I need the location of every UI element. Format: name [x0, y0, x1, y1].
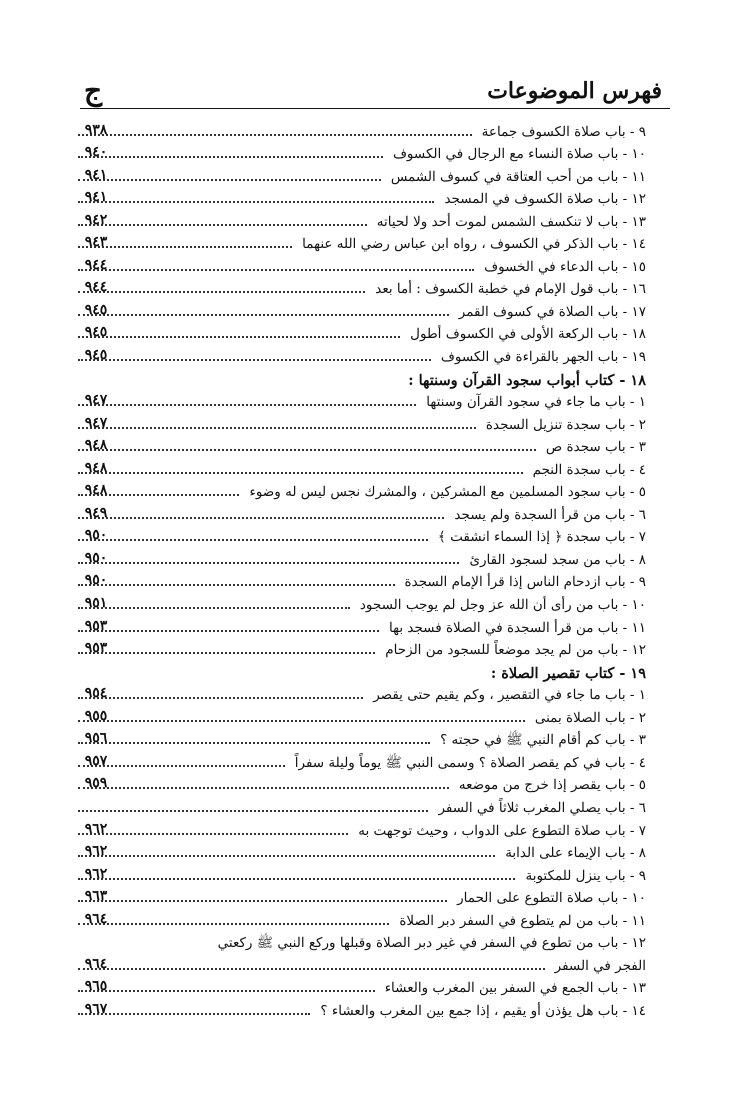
toc-page-number: ٩٦٧: [84, 1000, 108, 1017]
dot-leader: [78, 539, 428, 541]
toc-page-number: ٩٥٣: [84, 640, 108, 657]
toc-entry-title: ٥ - باب يقصر إذا خرج من موضعه: [458, 777, 646, 794]
toc-page-number: ٩٤٩: [84, 504, 108, 521]
toc-page-number: ٩٥٧: [84, 752, 108, 769]
toc-page-number: ٩٦٢: [84, 843, 108, 860]
toc-page-number: ٩٥٥: [84, 707, 108, 724]
dot-leader: [78, 742, 430, 744]
toc-entry: [72, 817, 646, 840]
toc-entry: [72, 614, 646, 637]
toc-page-number: ٩٥٠: [84, 549, 108, 566]
page-title: فهرس الموضوعات: [487, 78, 662, 104]
dot-leader: [78, 630, 379, 632]
toc-page-number: ٩٦٤: [84, 910, 108, 927]
toc-entry-title: ٦ - باب من قرأ السجدة ولم يسجد: [454, 506, 646, 523]
dot-leader: [78, 562, 459, 564]
toc-page-number: ٩٤٨: [84, 437, 108, 454]
dot-leader: [78, 427, 476, 429]
toc-entry: [72, 794, 646, 817]
toc-entry: [72, 186, 646, 209]
dot-leader: [78, 923, 389, 925]
dot-leader: [78, 697, 363, 699]
dot-leader: [78, 900, 447, 902]
toc-entry-title: ١١ - باب من لم يتطوع في السفر دبر الصلاة: [399, 912, 646, 929]
dot-leader: [78, 224, 367, 226]
toc-entry: [72, 637, 646, 660]
dot-leader: [78, 878, 515, 880]
toc-entry: [72, 389, 646, 412]
toc-entry: [72, 885, 646, 908]
toc-entry: [72, 276, 646, 299]
toc-entry-title: ٧ - باب صلاة التطوع على الدواب ، وحيث توجهت به: [358, 822, 646, 839]
dot-leader: [78, 584, 395, 586]
toc-entry-title: ٩ - باب ينزل للمكتوبة: [525, 867, 646, 884]
toc-book-heading: [72, 659, 646, 682]
toc-entry: [72, 231, 646, 254]
toc-entry: [72, 524, 646, 547]
toc-entry-title: ٩ - باب ازدحام الناس إذا قرأ الإمام السجدة: [404, 574, 646, 591]
toc-book-heading: [72, 366, 646, 389]
dot-leader: [78, 179, 381, 181]
toc-page-number: ٩٤١: [84, 189, 108, 206]
toc-page-number: ٩٥٣: [84, 617, 108, 634]
toc-entry-title: ١٦ - باب قول الإمام في خطبة الكسوف : أما بعد: [375, 281, 646, 298]
toc-entry: [72, 501, 646, 524]
toc-page-number: ٩٥٠: [84, 527, 108, 544]
toc-entry: [72, 434, 646, 457]
toc-entry-title: ٦ - باب يصلي المغرب ثلاثاً في السفر: [438, 799, 646, 816]
dot-leader: [78, 720, 525, 722]
toc-page-number: ٩٥١: [84, 595, 108, 612]
toc-entry-title: ١٨ - باب الركعة الأولى في الكسوف أطول: [410, 326, 646, 343]
dot-leader: [78, 472, 523, 474]
dot-leader: [78, 449, 536, 451]
toc-entry: [72, 118, 646, 141]
toc-entry-title: ١٠ - باب من رأى أن الله عز وجل لم يوجب السجود: [359, 597, 646, 614]
toc-entry: [72, 343, 646, 366]
toc-entry: [72, 704, 646, 727]
toc-entry: [72, 727, 646, 750]
toc-entry: [72, 208, 646, 231]
toc-entry: [72, 411, 646, 434]
toc-entry-title: ١٩ - باب الجهر بالقراءة في الكسوف: [440, 349, 646, 366]
dot-leader: [78, 810, 428, 812]
toc-entry-title: ١٩ - كتاب تقصير الصلاة :: [490, 664, 646, 682]
toc-entry-title: ١٤ - باب الذكر في الكسوف ، رواه ابن عباس رضي الله عنهما: [302, 236, 646, 253]
toc-page-number: ٩٤٨: [84, 482, 108, 499]
toc-entry: [72, 682, 646, 705]
toc-page-number: ٩٤٤: [84, 256, 108, 273]
toc-entry: [72, 321, 646, 344]
toc-entry: [72, 591, 646, 614]
dot-leader: [78, 134, 472, 136]
toc-entry: [72, 952, 646, 975]
toc-page-number: ٩٥٠: [84, 572, 108, 589]
dot-leader: [78, 652, 375, 654]
toc-entry-title: ٣ - باب كم أقام النبي ﷺ في حجته ؟: [440, 732, 646, 749]
toc-page-number: ٩٤١: [84, 166, 108, 183]
toc-entry-title: ١ - باب ما جاء في التقصير ، وكم يقيم حتى يقصر: [373, 687, 646, 704]
dot-leader: [78, 359, 431, 361]
toc-entry-title: ٢ - باب سجدة تنزيل السجدة: [485, 416, 646, 433]
dot-leader: [78, 968, 545, 970]
toc-page-number: ٩٥٤: [84, 685, 108, 702]
dot-leader: [78, 156, 383, 158]
toc-entry-title: ١٢ - باب من تطوع في السفر في غير دبر الصلاة وقبلها وركع النبي ﷺ ركعتي: [217, 935, 646, 952]
toc-entry-title: ١٨ - كتاب أبواب سجود القرآن وسنتها :: [408, 371, 646, 389]
toc-page-number: ٩٤٥: [84, 347, 108, 364]
dot-leader: [78, 201, 434, 203]
toc-entry: [72, 930, 646, 953]
toc-entry-title: ٨ - باب من سجد لسجود القارئ: [469, 551, 646, 568]
toc-entry: [72, 862, 646, 885]
page-header: [80, 74, 670, 109]
toc-entry-title: ٣ - باب سجدة ص: [545, 439, 646, 456]
toc-page-number: ٩٥٦: [84, 730, 108, 747]
toc-entry-title: ١٠ - باب صلاة التطوع على الحمار: [457, 890, 646, 907]
toc-entry: [72, 253, 646, 276]
toc-entry-title: ١٥ - باب الدعاء في الخسوف: [484, 258, 646, 275]
toc-entry-title: ١٢ - باب من لم يجد موضعاً للسجود من الزحام: [385, 642, 646, 659]
toc-entry-title: ٤ - باب سجدة النجم: [532, 461, 646, 478]
dot-leader: [78, 314, 449, 316]
toc-entry-title: ١١ - باب من أحب العتاقة في كسوف الشمس: [390, 168, 646, 185]
toc-entry-title: ١٠ - باب صلاة النساء مع الرجال في الكسوف: [392, 146, 646, 163]
toc-entry-title: ٨ - باب الإيماء على الدابة: [505, 845, 646, 862]
toc-page-number: ٩٤٢: [84, 211, 108, 228]
toc-entry: [72, 163, 646, 186]
toc-page-number: ٩٤٧: [84, 392, 108, 409]
toc-page-number: ٩٦٢: [84, 865, 108, 882]
toc-page-number: ٩٦٢: [84, 820, 108, 837]
toc-entry-title: ٢ - باب الصلاة بمنى: [534, 709, 646, 726]
toc-entry-title: ١٣ - باب لا تنكسف الشمس لموت أحد ولا لحياته: [376, 213, 646, 230]
toc-entry-title: ١٧ - باب الصلاة في كسوف القمر: [458, 303, 646, 320]
toc-entry: [72, 569, 646, 592]
toc-page-number: ٩٤٥: [84, 324, 108, 341]
toc-page-number: ٩٤٥: [84, 301, 108, 318]
toc-entry: [72, 749, 646, 772]
dot-leader: [78, 336, 400, 338]
toc-entry: [72, 975, 646, 998]
dot-leader: [78, 404, 416, 406]
toc-page-number: ٩٦٤: [84, 955, 108, 972]
toc-page-number: ٩٣٨: [84, 121, 108, 138]
toc-entry: [72, 546, 646, 569]
toc-entry: [72, 907, 646, 930]
toc-entry-title: ١٣ - باب الجمع في السفر بين المغرب والعشاء: [384, 980, 646, 997]
toc-entry-title: ١٤ - باب هل يؤذن أو يقيم ، إذا جمع بين المغرب والعشاء ؟: [320, 1002, 646, 1019]
toc-entry: [72, 141, 646, 164]
toc-entry: [72, 298, 646, 321]
dot-leader: [78, 291, 365, 293]
toc-entry-title: ٤ - باب في كم يقصر الصلاة ؟ وسمى النبي ﷺ يوماً وليلة سفراً: [294, 754, 646, 771]
toc-entry-title: ١٢ - باب صلاة الكسوف في المسجد: [444, 191, 646, 208]
toc-page-number: ٩٤٧: [84, 414, 108, 431]
toc-entry: [72, 840, 646, 863]
toc-entry-title: الفجر في السفر: [554, 957, 646, 974]
toc-page-number: ٩٤٤: [84, 279, 108, 296]
dot-leader: [78, 269, 474, 271]
toc-entry-title: ٩ - باب صلاة الكسوف جماعة: [481, 123, 646, 140]
dot-leader: [78, 787, 449, 789]
toc-entry: [72, 772, 646, 795]
page-letter: ج: [84, 74, 103, 107]
dot-leader: [78, 517, 444, 519]
toc-entry-title: ١١ - باب من قرأ السجدة في الصلاة فسجد بها: [388, 619, 646, 636]
toc-entry-title: ٥ - باب سجود المسلمين مع المشركين ، والمشرك نجس ليس له وضوء: [249, 484, 646, 501]
toc-entry: [72, 479, 646, 502]
toc-page-number: ٩٤٠: [84, 144, 108, 161]
toc-page-number: ٩٤٣: [84, 234, 108, 251]
toc-entry-title: ١ - باب ما جاء في سجود القرآن وسنتها: [426, 394, 646, 411]
toc-entry: [72, 456, 646, 479]
toc-page-number: ٩٥٩: [84, 775, 108, 792]
toc-page-number: ٩٦٥: [84, 978, 108, 995]
toc-entry: [72, 997, 646, 1020]
toc-entry-title: ٧ - باب سجدة ﴿ إذا السماء انشقت ﴾: [437, 529, 646, 546]
dot-leader: [78, 855, 495, 857]
dot-leader: [78, 990, 375, 992]
toc-page-number: ٩٤٨: [84, 459, 108, 476]
toc-page-number: ٩٦٣: [84, 888, 108, 905]
toc-list: [72, 118, 646, 1020]
